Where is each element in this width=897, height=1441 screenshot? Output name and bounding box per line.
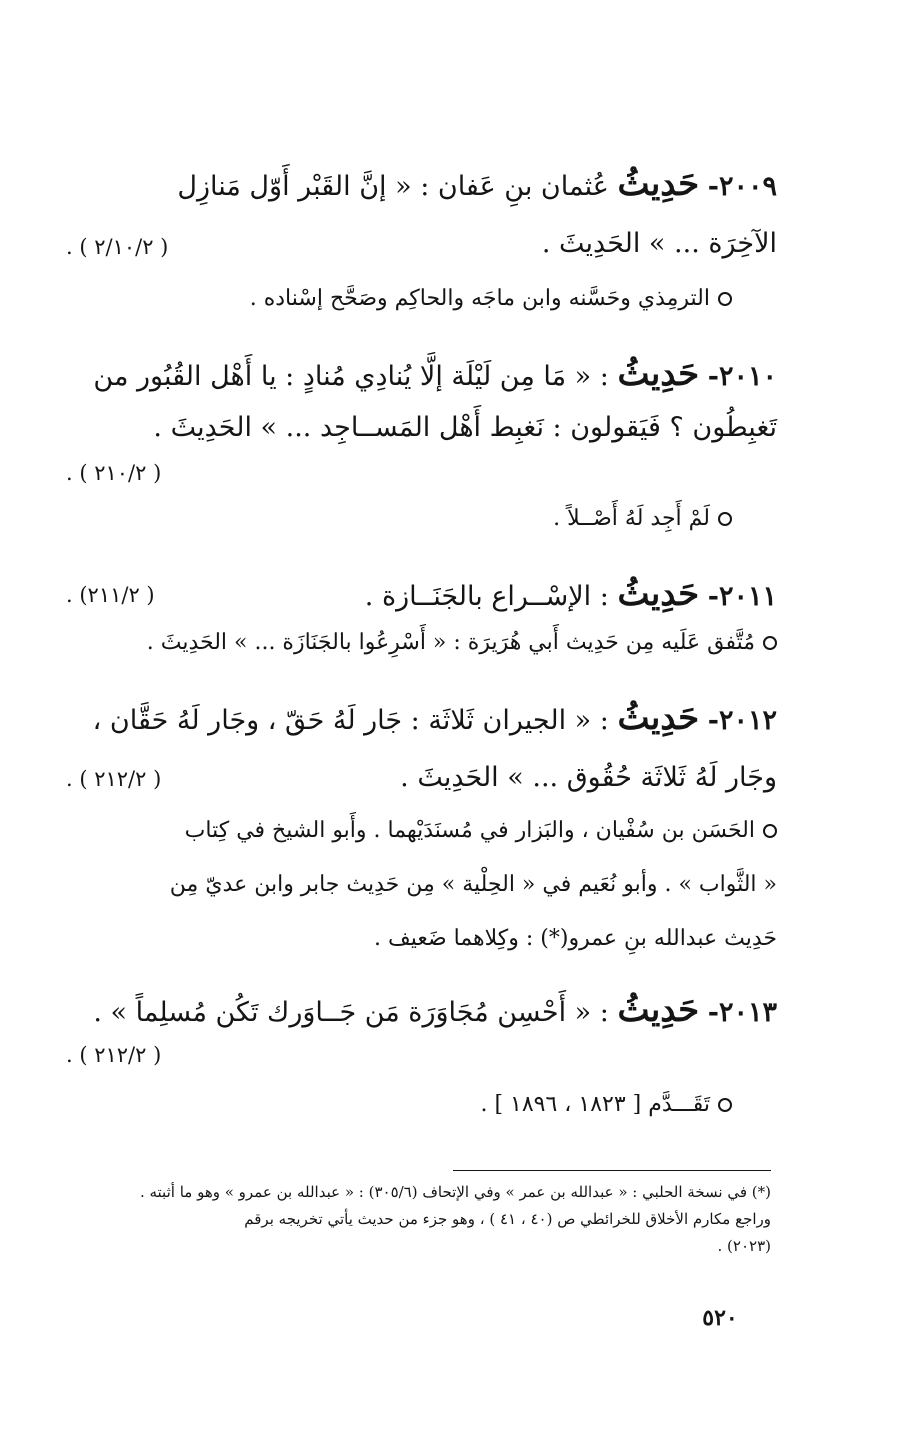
note-text: تَقَـــدَّم [ ١٨٢٣ ، ١٨٩٦ ] . [480, 1092, 710, 1117]
entry-2012-note-line-3 [60, 918, 777, 960]
hadith-keyword: حَدِيثُ [617, 354, 700, 394]
entry-text: الآخِرَة ... » الحَدِيثَ . [541, 228, 777, 259]
entry-text: وجَار لَهُ ثَلاثَة حُقُوق ... » الحَدِيثَ . [400, 762, 777, 793]
entry-text: : الإسْــراع بالجَنَــازة . [364, 581, 609, 612]
footnote-line-3: (٢٠٢٣) . [717, 1237, 771, 1255]
entry-2009-line-2 [66, 222, 777, 266]
hadith-keyword: حَدِيثُ [617, 164, 700, 204]
page-number: ٥٢٠ [702, 1305, 738, 1331]
entry-number: ٢٠١١- [707, 581, 777, 612]
entry-2013-line-1 [66, 988, 777, 1035]
footnote-divider [453, 1170, 771, 1171]
note-text: لَمْ أَجِد لَهُ أَصْــلاً . [553, 506, 710, 531]
note-text: « الثَّواب » . وأبو نُعَيم في « الحِلْية » مِن حَدِيث جابر وابن عديّ مِن [169, 872, 777, 897]
entry-number: ٢٠١٢- [707, 705, 777, 736]
circle-bullet-icon [718, 1098, 732, 1112]
note-text: الحَسَن بن سُفْيان ، والبَزار في مُسنَدَيْهما . وأَبو الشيخ في كِتاب [184, 818, 755, 843]
entry-2013-reference: ( ٢١٢/٢ ) . [66, 1043, 162, 1067]
hadith-keyword: حَدِيثُ [617, 990, 700, 1030]
entry-2012-note-line-1 [60, 810, 777, 852]
entry-text: تَغبِطُون ؟ فَيَقولون : نَغبِط أَهْل المَســاجِد ... » الحَدِيثَ . [153, 412, 777, 443]
circle-bullet-icon [763, 636, 777, 650]
footnote-line-1: (*) في نسخة الحلبي : « عبدالله بن عمر » وفي الإتحاف (٣٠٥/٦) : « عبدالله بن عمرو » وهو ما أثبته . [139, 1183, 771, 1201]
circle-bullet-icon [718, 512, 732, 526]
circle-bullet-icon [763, 824, 777, 838]
entry-2011-line-1 [66, 572, 777, 619]
circle-bullet-icon [718, 292, 732, 306]
entry-2012-line-1 [66, 696, 777, 743]
hadith-keyword: حَدِيثُ [617, 698, 700, 738]
entry-2011-note [60, 622, 777, 664]
entry-number: ٢٠٠٩- [707, 171, 777, 202]
note-text: الترمِذي وحَسَّنه وابن ماجَه والحاكِم وصَحَّح إسْناده . [249, 286, 710, 311]
entry-2012-note-line-2 [60, 864, 777, 906]
entry-text: : « مَا مِن لَيْلَة إلَّا يُنادِي مُنادٍ : يا أَهْل القُبُور من [93, 361, 609, 392]
entry-2009-reference: ( ٢/١٠/٢ ) . [66, 235, 169, 259]
entry-2010-line-1 [66, 352, 777, 399]
footnote-line-2: وراجع مكارم الأخلاق للخرائطي ص (٤٠ ، ٤١ ) ، وهو جزء من حديث يأتي تخريجه برقم [244, 1210, 771, 1228]
entry-number: ٢٠١٣- [707, 997, 777, 1028]
entry-2010-note [60, 498, 732, 540]
entry-2012-reference: ( ٢١٢/٢ ) . [66, 767, 162, 791]
entry-text: عُثمان بنِ عَفان : « إنَّ القَبْر أَوّل مَنازِل [177, 171, 609, 202]
entry-2012-line-2 [66, 756, 777, 800]
entry-2010-reference: ( ٢١٠/٢ ) . [66, 461, 162, 485]
entry-2011-reference: ( ٢١١/٢) . [66, 583, 155, 607]
entry-2010-line-2 [66, 406, 777, 450]
entry-2009-line-1 [66, 162, 777, 209]
entry-2009-note [60, 278, 732, 320]
entry-text: : « الجيران ثَلاثَة : جَار لَهُ حَقّ ، وجَار لَهُ حَقَّان ، [92, 705, 609, 736]
note-text: مُتَّفق عَلَيه مِن حَدِيث أَبي هُرَيرَة : « أَسْرِعُوا بالجَنَازَة ... » الحَدِيثَ . [146, 630, 755, 655]
entry-number: ٢٠١٠- [707, 361, 777, 392]
entry-text: : « أَحْسِن مُجَاوَرَة مَن جَــاوَرك تَكُن مُسلِماً » . [93, 997, 609, 1028]
hadith-keyword: حَدِيثُ [617, 574, 700, 614]
entry-2013-note [60, 1084, 732, 1126]
note-text: حَدِيث عبدالله بنِ عمرو(*) : وكِلاهما ضَعيف . [373, 926, 777, 951]
